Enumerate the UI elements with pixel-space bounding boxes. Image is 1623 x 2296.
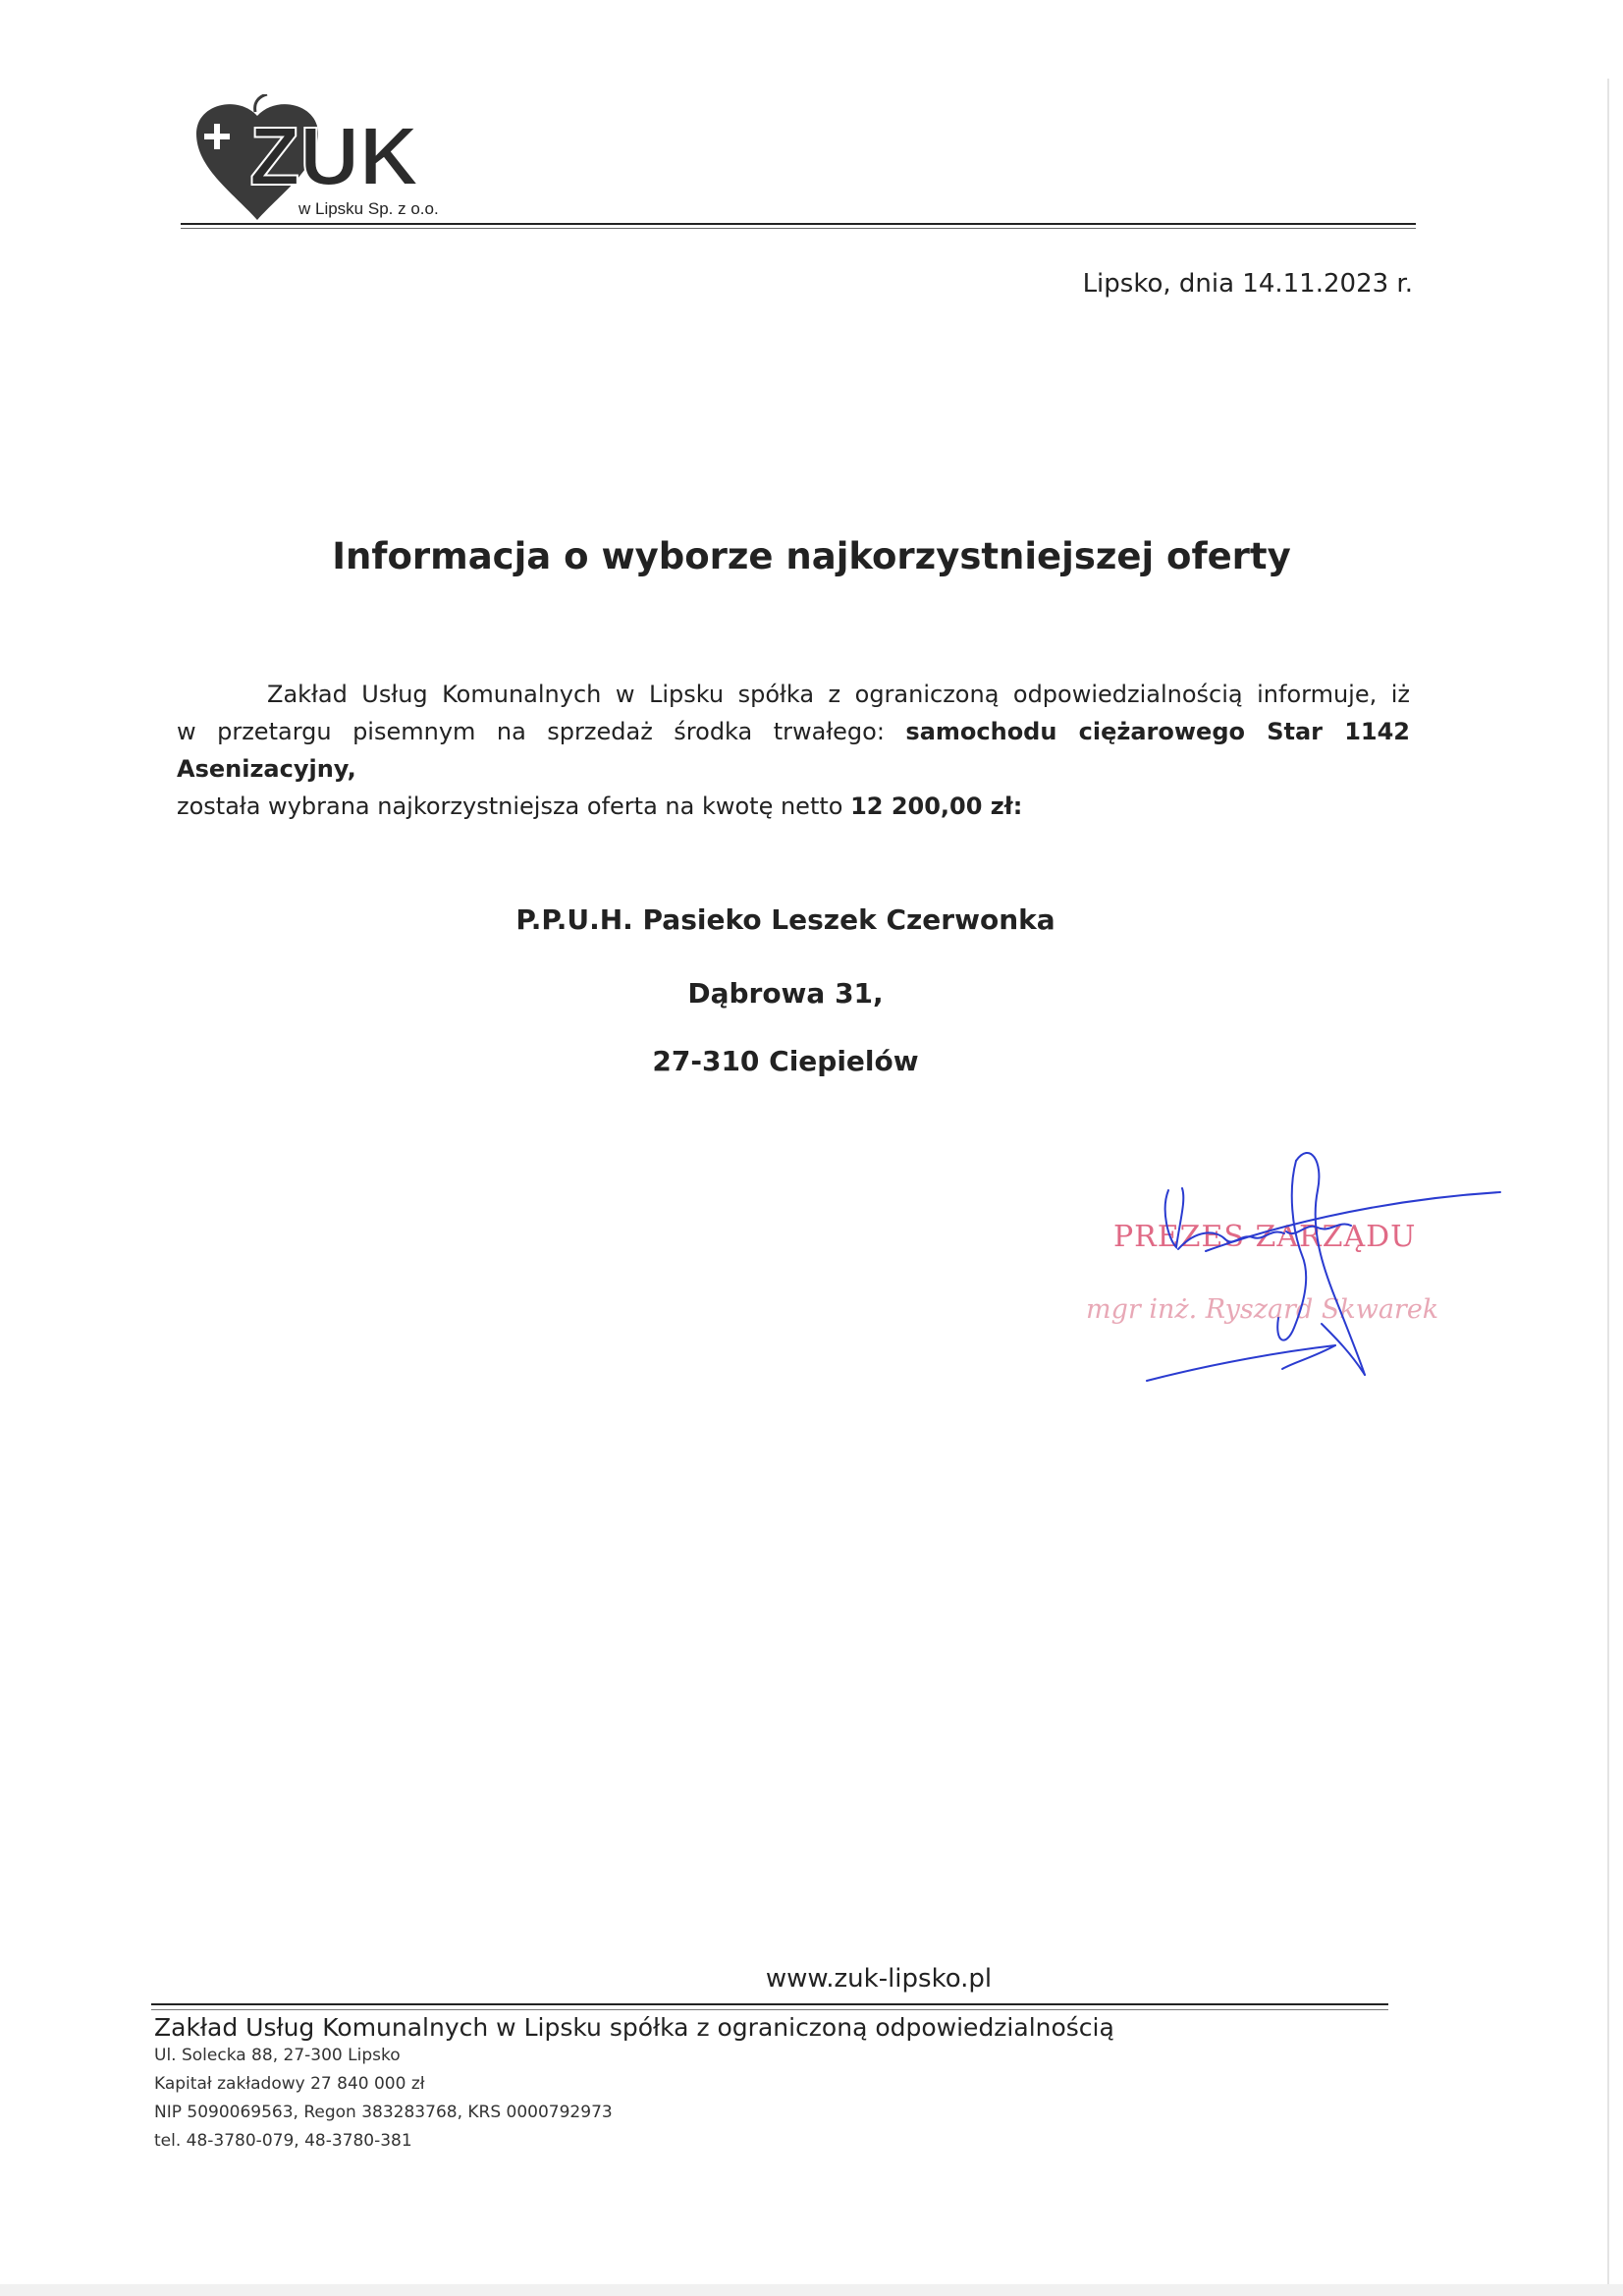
scan-bottom-edge (0, 2284, 1623, 2296)
scan-edge (1607, 79, 1609, 2288)
svg-text:w Lipsku Sp. z o.o.: w Lipsku Sp. z o.o. (298, 199, 439, 218)
winner-city: 27-310 Ciepielów (652, 1045, 919, 1077)
svg-text:ZUK: ZUK (249, 110, 419, 202)
footer-address: Ul. Solecka 88, 27-300 Lipsko (154, 2046, 401, 2065)
company-logo (189, 94, 473, 224)
footer-divider (151, 2003, 1388, 2005)
stamp-title: PREZES ZARZĄDU (1113, 1220, 1417, 1254)
document-date: Lipsko, dnia 14.11.2023 r. (1082, 269, 1413, 299)
body-line-1: Zakład Usług Komunalnych w Lipsku spółka z ograniczoną odpowiedzialnością informuje, iż (267, 681, 1410, 708)
vehicle-name: samochodu ciężarowego Star 1142 Asenizacyjny, (177, 718, 1411, 783)
body-line-2: w przetargu pisemnym na sprzedaż środka trwałego: (177, 718, 906, 745)
signature-icon (1078, 1131, 1549, 1416)
document-title: Informacja o wyborze najkorzystniejszej oferty (332, 535, 1291, 577)
footer-divider-thin (151, 2009, 1388, 2010)
heart-logo-icon (189, 94, 473, 224)
header-divider (181, 223, 1416, 225)
offer-amount: 12 200,00 zł: (850, 793, 1023, 820)
footer-capital: Kapitał zakładowy 27 840 000 zł (154, 2074, 425, 2094)
winner-street: Dąbrowa 31, (687, 977, 884, 1010)
footer-phone: tel. 48-3780-079, 48-3780-381 (154, 2131, 412, 2151)
footer-company: Zakład Usług Komunalnych w Lipsku spółka z ograniczoną odpowiedzialnością (154, 2013, 1114, 2042)
footer-website: www.zuk-lipsko.pl (765, 1964, 993, 1994)
body-line-3: została wybrana najkorzystniejsza oferta na kwotę netto (177, 793, 851, 820)
stamp-name: mgr inż. Ryszard Skwarek (1086, 1294, 1439, 1325)
body-paragraph (177, 676, 1410, 825)
header-divider-thin (181, 228, 1416, 229)
winner-name: P.P.U.H. Pasieko Leszek Czerwonka (515, 903, 1055, 936)
footer-ids: NIP 5090069563, Regon 383283768, KRS 0000792973 (154, 2103, 613, 2122)
signature (1078, 1131, 1549, 1416)
